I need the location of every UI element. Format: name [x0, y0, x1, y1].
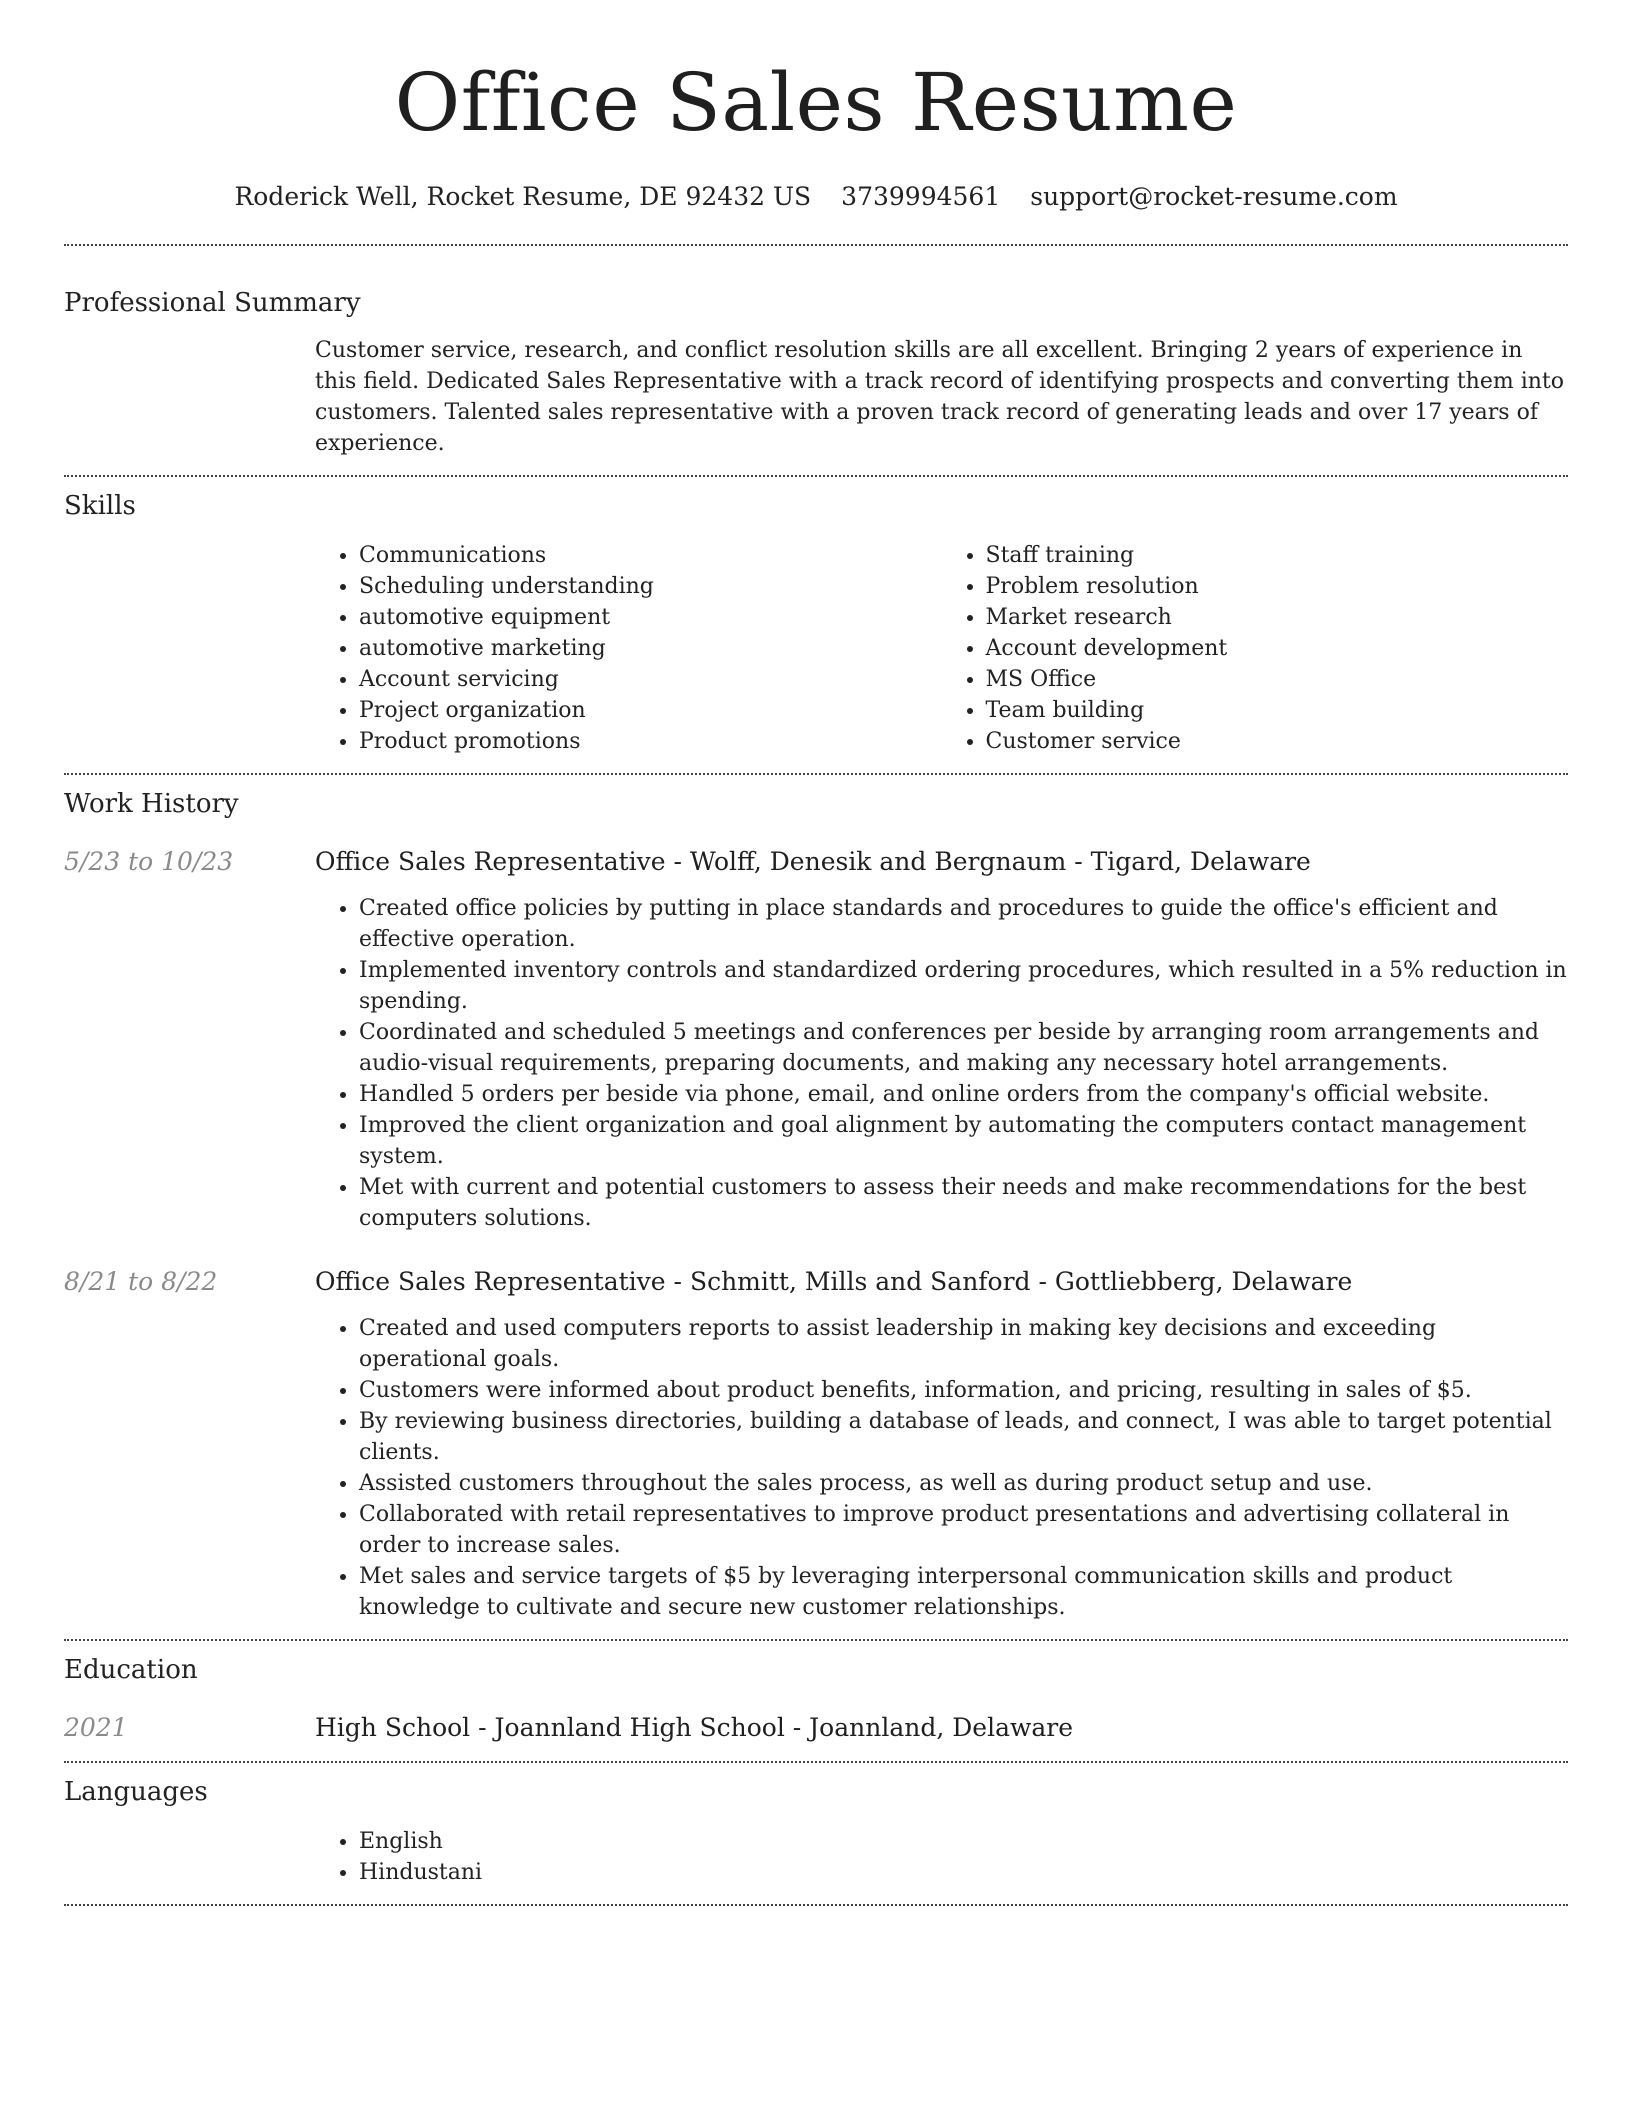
- education-entry: [64, 1711, 1568, 1745]
- job-body: [315, 1265, 1568, 1623]
- skill-item: • Team building: [986, 695, 1569, 726]
- skill-item: • Communications: [359, 540, 942, 571]
- job-bullet: • Improved the client organization and goal alignment by automating the computers contact management system.: [359, 1110, 1568, 1172]
- languages-section: [64, 1775, 1568, 1888]
- skill-item: • Product promotions: [359, 726, 942, 757]
- language-item: • English: [359, 1826, 1568, 1857]
- job-bullet: • Implemented inventory controls and standardized ordering procedures, which resulted in a 5% reduction in spending.: [359, 955, 1568, 1017]
- job-bullet: • Customers were informed about product benefits, information, and pricing, resulting in sales of $5.: [359, 1375, 1568, 1406]
- contact-email: support@rocket-resume.com: [1030, 182, 1398, 211]
- job-body: [315, 845, 1568, 1234]
- skill-item: • automotive equipment: [359, 602, 942, 633]
- contact-phone: 3739994561: [841, 182, 1001, 211]
- contact-address: Roderick Well, Rocket Resume, DE 92432 US: [234, 182, 812, 211]
- education-body: [315, 1711, 1568, 1745]
- languages-list: [315, 1826, 1568, 1888]
- summary-section: [64, 286, 1568, 459]
- divider: [64, 773, 1568, 775]
- education-heading: High School - Joannland High School - Joannland, Delaware: [315, 1713, 1074, 1742]
- skill-item: • Scheduling understanding: [359, 571, 942, 602]
- job-bullet: • Collaborated with retail representatives to improve product presentations and advertising collateral in order to increase sales.: [359, 1499, 1568, 1561]
- contact-line: [64, 180, 1568, 214]
- job-bullet: • Assisted customers throughout the sales process, as well as during product setup and use.: [359, 1468, 1568, 1499]
- skills-list-left: [315, 540, 942, 757]
- skill-item: • Problem resolution: [986, 571, 1569, 602]
- language-item: • Hindustani: [359, 1857, 1568, 1888]
- job-dates: 5/23 to 10/23: [64, 847, 234, 876]
- divider: [64, 1761, 1568, 1763]
- education-section: [64, 1653, 1568, 1745]
- job-bullet: • Coordinated and scheduled 5 meetings and conferences per beside by arranging room arrangements and audio-visual requirements, preparing documents, and making any necessary hotel arrangements.: [359, 1017, 1568, 1079]
- job-bullet: • Met with current and potential customers to assess their needs and make recommendations for the best computers solutions.: [359, 1172, 1568, 1234]
- skill-item: • Account servicing: [359, 664, 942, 695]
- job-dates: 8/21 to 8/22: [64, 1267, 218, 1296]
- skill-item: • Account development: [986, 633, 1569, 664]
- skill-item: • Project organization: [359, 695, 942, 726]
- skills-columns: [315, 540, 1568, 757]
- job-bullets: [315, 1313, 1568, 1623]
- skill-item: • MS Office: [986, 664, 1569, 695]
- divider: [64, 1904, 1568, 1906]
- divider: [64, 475, 1568, 477]
- languages-body: [315, 1826, 1568, 1888]
- section-title: Professional Summary: [64, 288, 361, 318]
- job-bullets: [315, 893, 1568, 1234]
- skill-item: • Market research: [986, 602, 1569, 633]
- job-bullet: • Handled 5 orders per beside via phone, email, and online orders from the company's official website.: [359, 1079, 1568, 1110]
- skills-section: [64, 489, 1568, 757]
- resume-page: [64, 0, 1568, 1906]
- education-date: 2021: [64, 1713, 128, 1742]
- section-title: Education: [64, 1655, 198, 1685]
- job-bullet: • Met sales and service targets of $5 by leveraging interpersonal communication skills and product knowledge to cultivate and secure new customer relationships.: [359, 1561, 1568, 1623]
- section-title: Languages: [64, 1777, 208, 1807]
- section-title: Work History: [64, 789, 239, 819]
- job-heading: Office Sales Representative - Schmitt, Mills and Sanford - Gottliebberg, Delaware: [315, 1267, 1353, 1296]
- job-bullet: • Created and used computers reports to assist leadership in making key decisions and exceeding operational goals.: [359, 1313, 1568, 1375]
- divider: [64, 1639, 1568, 1641]
- job-entry: [64, 845, 1568, 1234]
- work-section: [64, 787, 1568, 1623]
- divider: [64, 244, 1568, 246]
- job-bullet: • By reviewing business directories, building a database of leads, and connect, I was able to target potential clients.: [359, 1406, 1568, 1468]
- skills-list-right: [942, 540, 1569, 757]
- section-title: Skills: [64, 491, 136, 521]
- job-bullet: • Created office policies by putting in place standards and procedures to guide the office's efficient and effective operation.: [359, 893, 1568, 955]
- skill-item: • automotive marketing: [359, 633, 942, 664]
- job-heading: Office Sales Representative - Wolff, Denesik and Bergnaum - Tigard, Delaware: [315, 847, 1311, 876]
- skill-item: • Customer service: [986, 726, 1569, 757]
- summary-text: Customer service, research, and conflict resolution skills are all excellent. Bringing 2 years of experience in this field. Dedicated Sales Representative with a track record of identifying prospects and converting them into customers. Talented sales representative with a proven track record of generating leads and over 17 years of experience.: [315, 338, 1565, 456]
- job-entry: [64, 1265, 1568, 1623]
- skill-item: • Staff training: [986, 540, 1569, 571]
- resume-title: Office Sales Resume: [394, 56, 1238, 149]
